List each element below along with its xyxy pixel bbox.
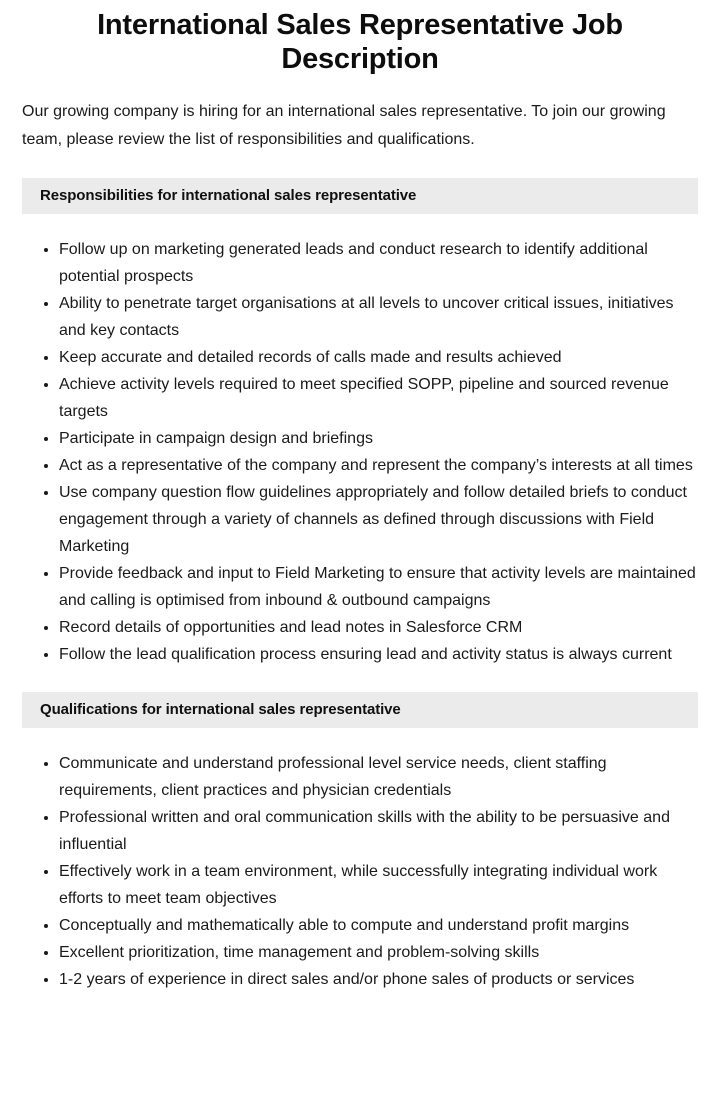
qualifications-section-header — [22, 692, 698, 728]
qualifications-section-heading: Qualifications for international sales representative — [40, 701, 401, 718]
list-item: Use company question flow guidelines appropriately and follow detailed briefs to conduct engagement through a variety of channels as defined through discussions with Field Marketing — [22, 479, 698, 560]
qualifications-section — [0, 692, 720, 993]
list-item: Communicate and understand professional level service needs, client staffing requirements, client practices and physician credentials — [22, 750, 698, 804]
list-item: 1-2 years of experience in direct sales and/or phone sales of products or services — [22, 966, 698, 993]
responsibilities-section-header — [22, 178, 698, 214]
page-bottom-spacer — [0, 993, 720, 1017]
responsibilities-section — [0, 178, 720, 668]
list-item: Excellent prioritization, time management and problem-solving skills — [22, 939, 698, 966]
list-item: Achieve activity levels required to meet specified SOPP, pipeline and sourced revenue targets — [22, 371, 698, 425]
list-item: Provide feedback and input to Field Marketing to ensure that activity levels are maintained and calling is optimised from inbound & outbound campaigns — [22, 560, 698, 614]
list-item: Act as a representative of the company and represent the company’s interests at all times — [22, 452, 698, 479]
qualifications-list — [0, 728, 720, 993]
list-item: Professional written and oral communication skills with the ability to be persuasive and influential — [22, 804, 698, 858]
list-item: Record details of opportunities and lead notes in Salesforce CRM — [22, 614, 698, 641]
responsibilities-section-heading: Responsibilities for international sales representative — [40, 187, 417, 204]
list-item: Ability to penetrate target organisations at all levels to uncover critical issues, initiatives and key contacts — [22, 290, 698, 344]
list-item: Follow the lead qualification process ensuring lead and activity status is always current — [22, 641, 698, 668]
page-title: International Sales Representative Job Description — [97, 9, 623, 75]
list-item: Effectively work in a team environment, while successfully integrating individual work efforts to meet team objectives — [22, 858, 698, 912]
intro-paragraph: Our growing company is hiring for an international sales representative. To join our growing team, please review the list of responsibilities and qualifications. — [22, 103, 666, 148]
list-item: Conceptually and mathematically able to compute and understand profit margins — [22, 912, 698, 939]
list-item: Participate in campaign design and briefings — [22, 425, 698, 452]
list-item: Follow up on marketing generated leads and conduct research to identify additional potential prospects — [22, 236, 698, 290]
list-item: Keep accurate and detailed records of calls made and results achieved — [22, 344, 698, 371]
responsibilities-list — [0, 214, 720, 668]
